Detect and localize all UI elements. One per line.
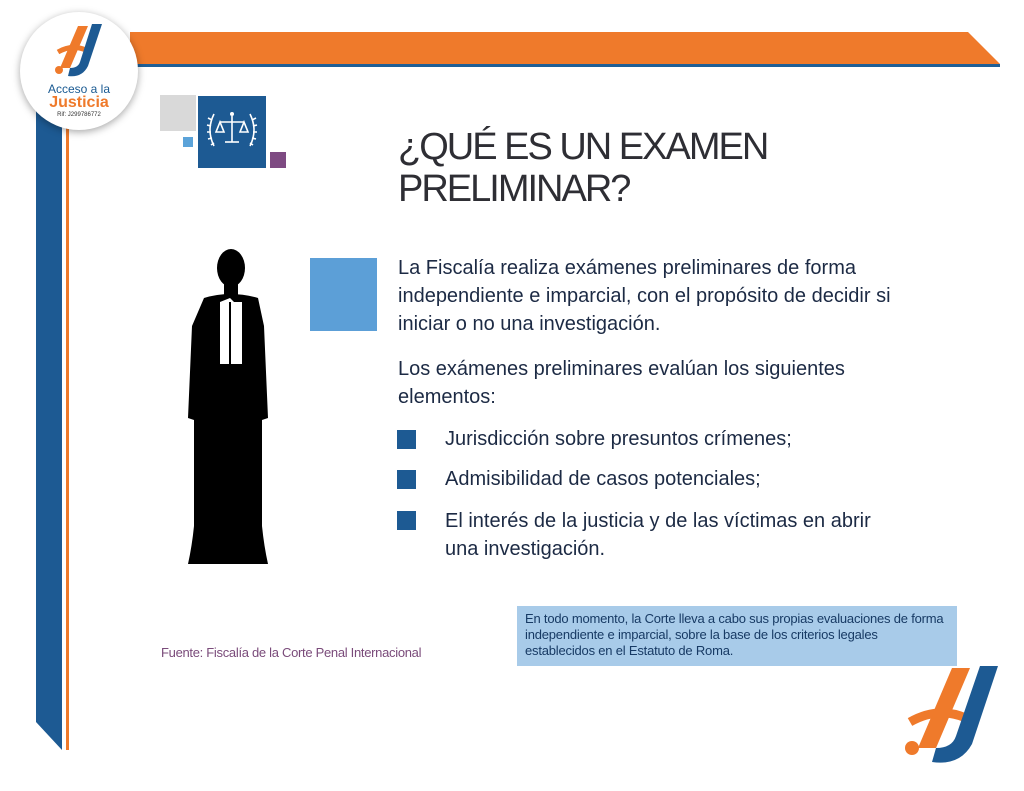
bullet-marker — [397, 470, 416, 489]
decor-small-blue-square — [183, 137, 193, 147]
bullet-marker — [397, 430, 416, 449]
elements-paragraph: Los exámenes preliminares evalúan los siguientes elementos: — [398, 358, 845, 408]
bullet-item: Admisibilidad de casos potenciales; — [445, 468, 761, 490]
left-orange-line — [66, 90, 69, 750]
acceso-justicia-logo-icon — [52, 22, 104, 85]
logo-text-line1: Acceso a la — [47, 82, 111, 96]
source-citation: Fuente: Fiscalía de la Corte Penal Internacional — [161, 645, 422, 660]
note-box: En todo momento, la Corte lleva a cabo sus propias evaluaciones de forma independiente e imparcial, sobre la base de los criterios legales establecidos en el Estatuto de Roma. — [517, 606, 957, 666]
logo-badge — [20, 12, 138, 130]
bullet-marker — [397, 511, 416, 530]
bullet-item: El interés de la justicia y de las víctimas en abrir una investigación. — [445, 510, 871, 560]
icc-scales-emblem-icon — [198, 155, 266, 172]
header-orange-band — [130, 32, 1000, 64]
decor-purple-square — [270, 152, 286, 168]
logo-rif: Rif: J299786772 — [57, 112, 101, 118]
logo-text-line2: Justicia — [49, 94, 109, 111]
acceso-justicia-logo-icon — [900, 664, 1004, 768]
bullet-item: Jurisdicción sobre presuntos crímenes; — [445, 428, 792, 450]
left-blue-bar — [36, 90, 62, 750]
header-blue-line — [130, 64, 1000, 67]
judge-silhouette-icon — [182, 246, 274, 572]
decor-lightblue-square — [310, 258, 377, 331]
intro-paragraph: La Fiscalía realiza exámenes preliminares de forma independiente e imparcial, con el propósito de decidir si iniciar o no una investigación. — [398, 257, 891, 335]
page-title: ¿QUÉ ES UN EXAMEN PRELIMINAR? — [398, 126, 768, 210]
icc-emblem-square — [198, 96, 266, 168]
decor-grey-square — [160, 95, 196, 131]
